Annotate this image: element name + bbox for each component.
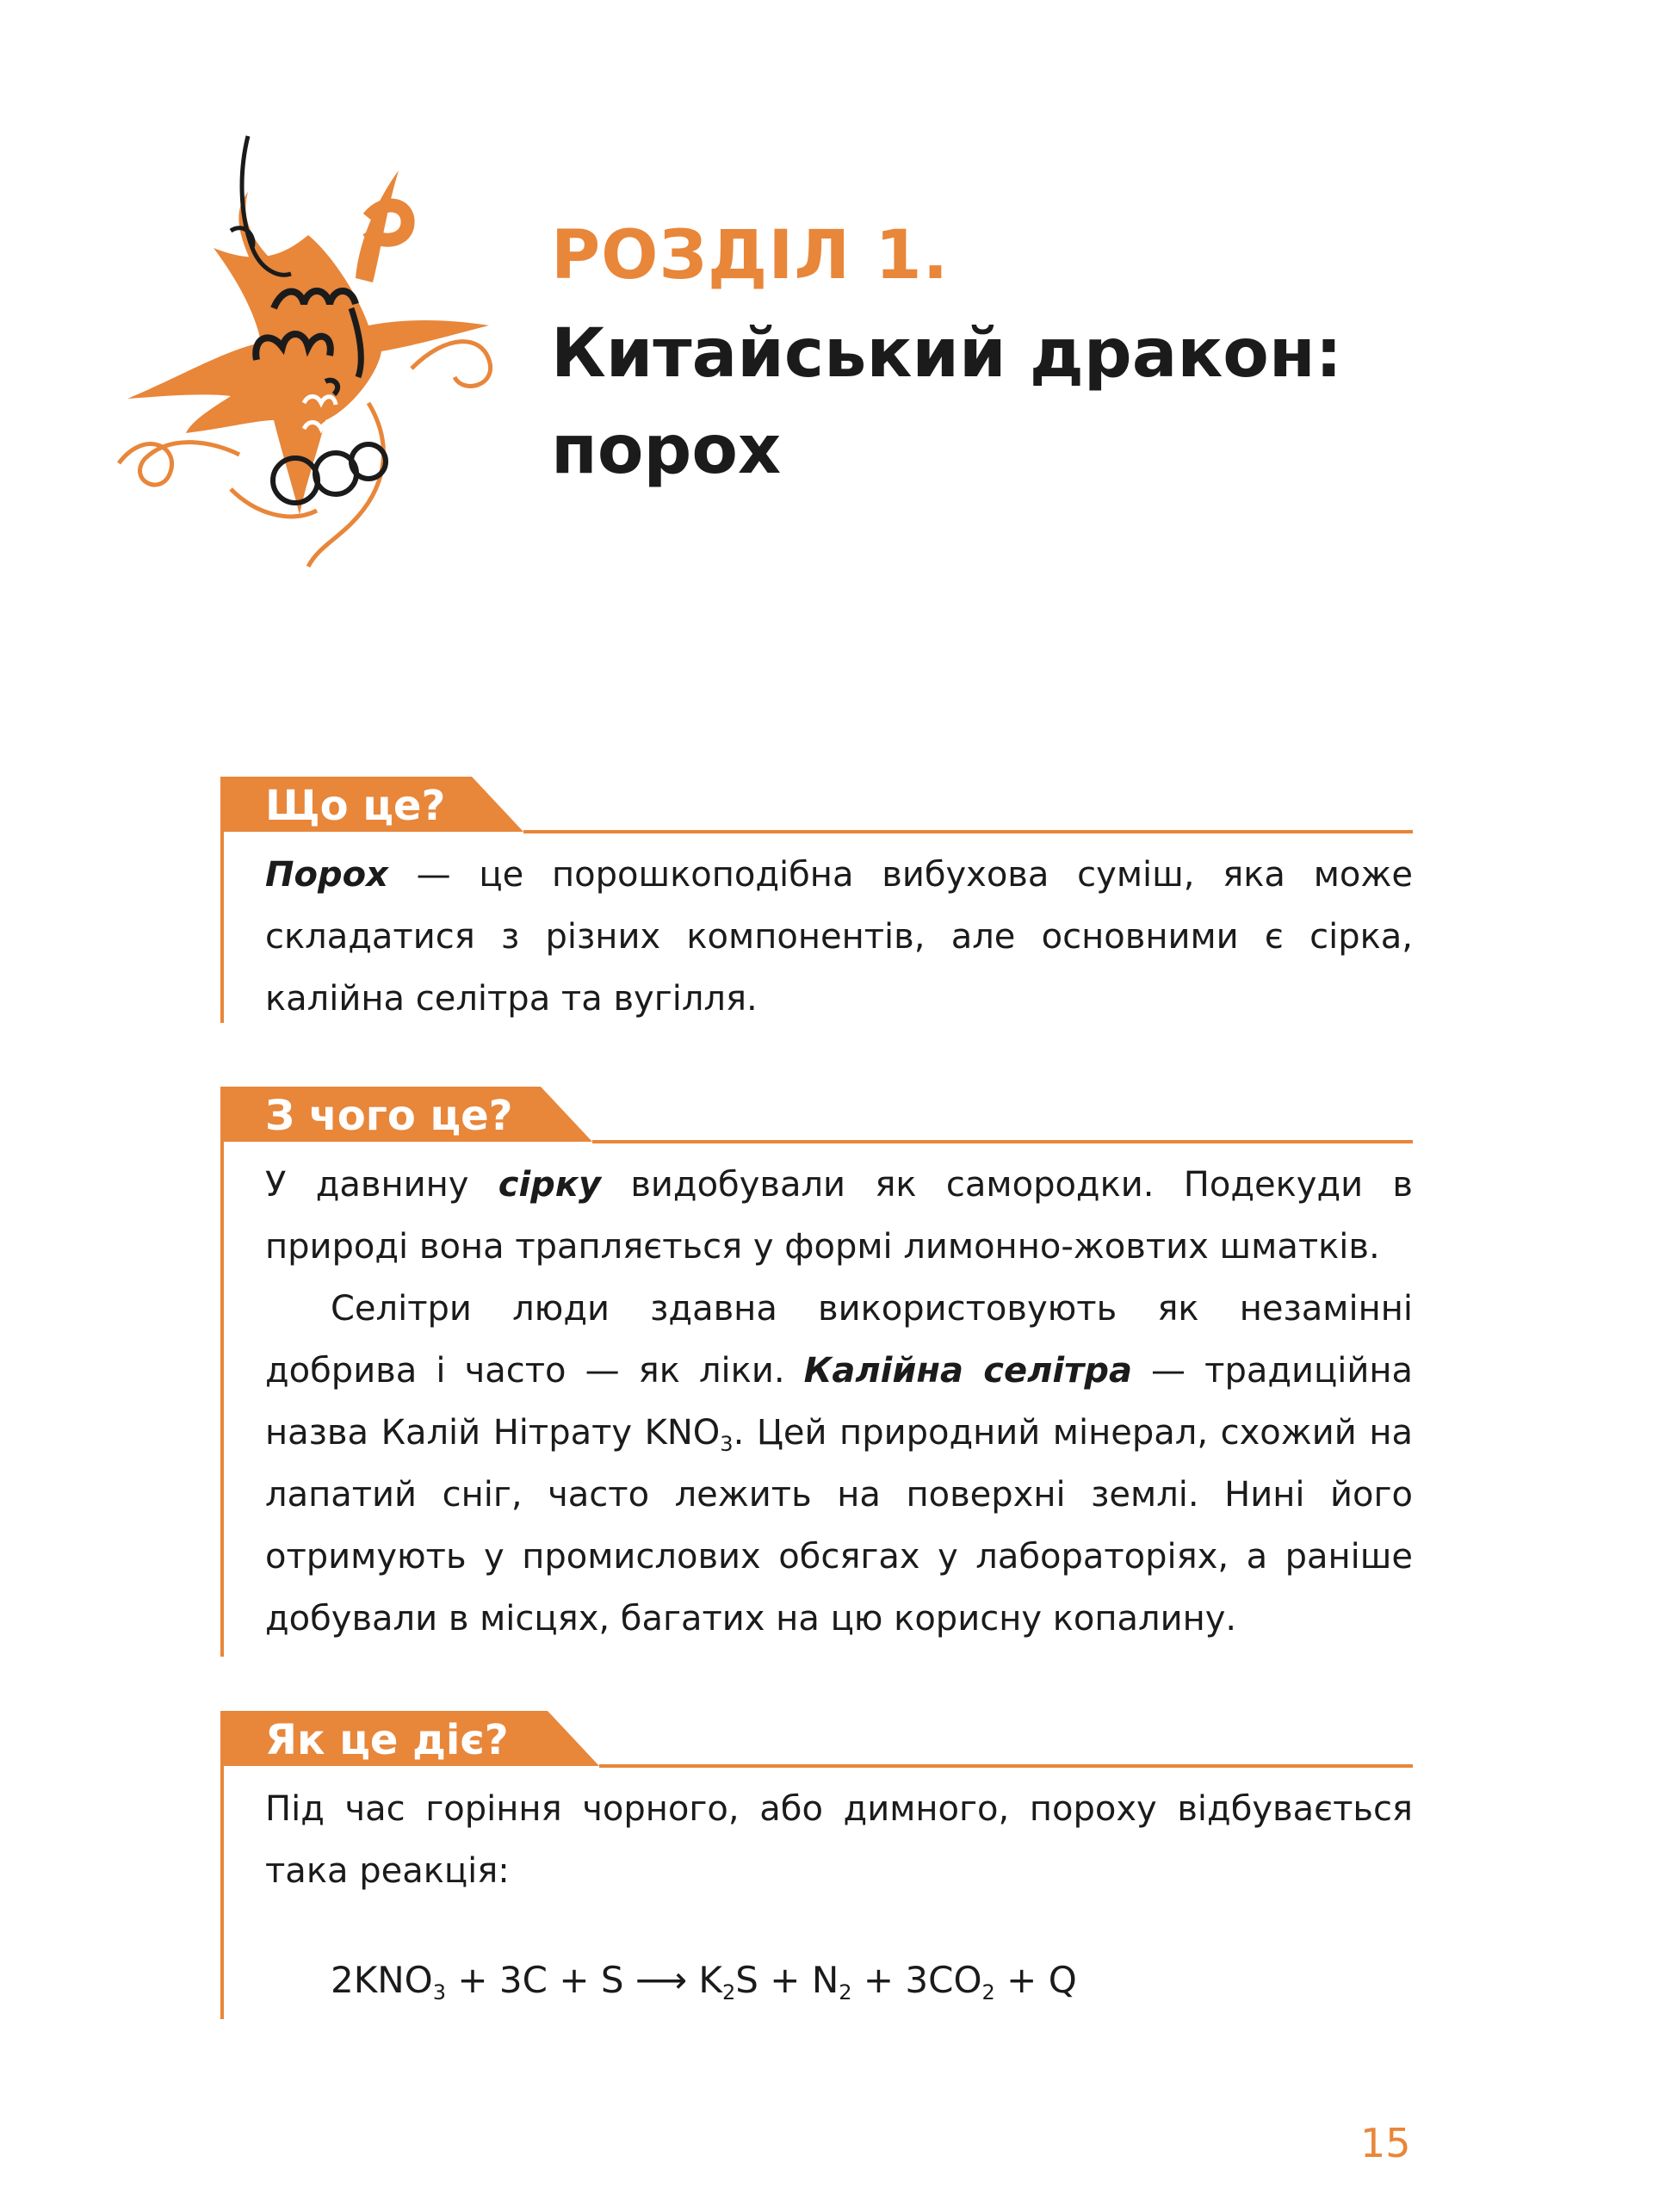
text-run: видобували як самородки. Подекуди в природі вона трапляється у формі лимонно-жовтих шматків.: [265, 1165, 1413, 1267]
text-run: — традиційна назва Калій Нітрату KNO: [265, 1351, 1413, 1453]
chapter-number: РОЗДІЛ 1.: [551, 217, 950, 294]
term: Калійна селітра: [803, 1351, 1132, 1391]
term: сірку: [498, 1165, 602, 1205]
eq-subscript: 2: [981, 1980, 995, 2004]
section-heading: Що це?: [265, 782, 446, 830]
section-what-from: [220, 1087, 1413, 1657]
section-what-is-it: [220, 777, 1413, 1023]
eq-part: S + N: [735, 1959, 839, 2001]
section-divider: [599, 1764, 1413, 1768]
section-body: [265, 1778, 1413, 1902]
term: Порох: [265, 855, 388, 895]
subscript: 3: [720, 1432, 734, 1456]
text-run: Селітри люди здавна використовують як незамінні добрива і часто — як ліки.: [265, 1289, 1413, 1391]
section-body: [265, 1154, 1413, 1650]
section-body: [265, 844, 1413, 1030]
eq-subscript: 2: [721, 1980, 736, 2004]
eq-part: + 3C + S ⟶ K: [446, 1959, 722, 2001]
text-run: . Цей природний мінерал, схожий на лапатий сніг, часто лежить на поверхні землі. Нині його отримують у промислових обсягах у лабораторіях, а раніше добували в місцях, багатих на цю корисну копалину.: [265, 1413, 1413, 1639]
eq-subscript: 2: [839, 1980, 852, 2004]
chapter-title: [551, 306, 1584, 499]
eq-part: + 3CO: [851, 1959, 982, 2001]
section-heading: Як це діє?: [265, 1716, 509, 1764]
text-run: У давнину: [265, 1165, 498, 1205]
chapter-title-line2: порох: [551, 412, 782, 489]
page-number: 15: [1360, 2120, 1411, 2166]
paragraph: [265, 1278, 1413, 1650]
section-border: [220, 1087, 224, 1657]
section-divider: [592, 1140, 1413, 1143]
section-heading: З чого це?: [265, 1092, 513, 1140]
chapter-title-line1: Китайський дракон:: [551, 315, 1342, 393]
section-divider: [523, 830, 1413, 833]
paragraph: [265, 1154, 1413, 1278]
eq-part: + Q: [994, 1959, 1077, 2001]
chemical-equation: [331, 1959, 1077, 2004]
dragon-head-illustration: [110, 119, 558, 575]
eq-part: 2KNO: [331, 1959, 433, 2001]
paragraph: Під час горіння чорного, або димного, пороху відбувається така реакція:: [265, 1789, 1413, 1891]
paragraph: [265, 844, 1413, 1030]
eq-subscript: 3: [432, 1980, 447, 2004]
paragraph-text: — це порошкоподібна вибухова суміш, яка може складатися з різних компонентів, але основними є сірка, калійна селітра та вугілля.: [265, 855, 1413, 1019]
